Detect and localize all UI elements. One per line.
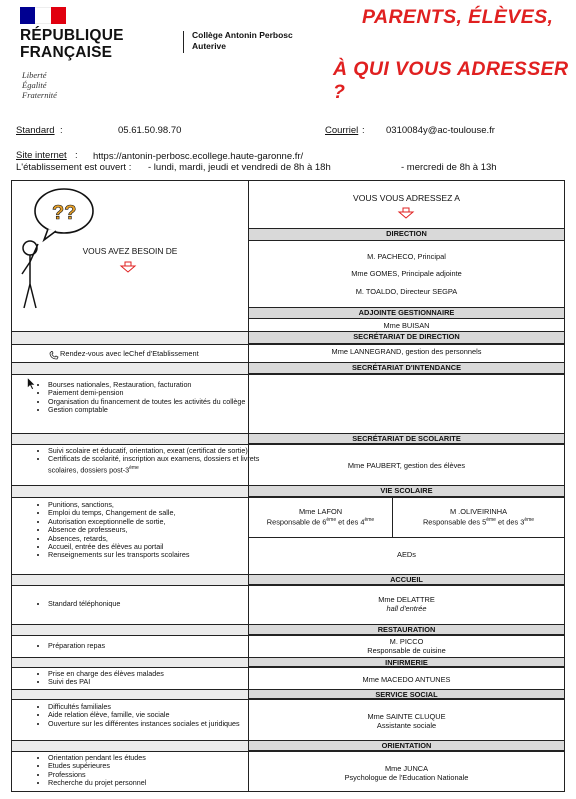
list-item: • Certificats de scolarité, inscription aux examens, dossiers et livrets scolaires, dossiers post-3ème xyxy=(48,455,263,474)
accueil-needs-list xyxy=(26,600,263,608)
row-divider xyxy=(11,585,565,586)
scolarite-contact: Mme PAUBERT, gestion des élèves xyxy=(347,461,466,470)
list-item: • Autorisation exceptionnelle de sortie, xyxy=(48,518,263,526)
list-item: • Absences, retards, xyxy=(48,535,263,543)
courriel-colon: : xyxy=(362,125,365,136)
french-flag-logo xyxy=(20,7,66,24)
accueil-contact: Mme DELATTRE xyxy=(378,595,435,604)
page-title-line2: À QUI VOUS ADRESSER ? xyxy=(333,58,569,103)
section-secr-intendance: SECRÉTARIAT D'INTENDANCE xyxy=(249,362,564,374)
orientation-role: Psychologue de l'Education Nationale xyxy=(344,773,469,782)
section-vie-scolaire: VIE SCOLAIRE xyxy=(249,485,564,497)
social-role: Assistante sociale xyxy=(376,721,437,730)
secr-direction-need: Rendez-vous avec leChef d'Etablissement xyxy=(60,349,199,358)
orientation-contact: Mme JUNCA xyxy=(384,764,429,773)
left-band xyxy=(12,657,248,667)
site-label: Site internet xyxy=(16,150,67,161)
list-item: • Suivi scolaire et éducatif, orientation, exeat (certificat de sortie) xyxy=(48,447,263,455)
list-item: • Bourses nationales, Restauration, facturation xyxy=(48,381,258,389)
section-infirmerie: INFIRMERIE xyxy=(249,657,564,667)
courriel-email[interactable]: 0310084y@ac-toulouse.fr xyxy=(386,125,495,136)
page-title-line1: PARENTS, ÉLÈVES, xyxy=(362,6,554,28)
section-accueil: ACCUEIL xyxy=(249,574,564,585)
section-restauration: RESTAURATION xyxy=(249,624,564,635)
opening-days: - lundi, mardi, jeudi et vendredi de 8h à 18h xyxy=(148,162,331,173)
cpe2-role: Responsable des 5ème et des 3ème xyxy=(422,517,535,527)
site-url[interactable]: https://antonin-perbosc.ecollege.haute-garonne.fr/ xyxy=(93,151,304,162)
list-item: • Aide relation élève, famille, vie sociale xyxy=(48,711,263,719)
infirmerie-contact: Mme MACEDO ANTUNES xyxy=(362,675,451,684)
standard-phone[interactable]: 05.61.50.98.70 xyxy=(118,125,182,136)
scolarite-needs-list xyxy=(26,447,263,475)
list-item: • Gestion comptable xyxy=(48,406,258,414)
row-divider xyxy=(11,344,565,345)
college-divider xyxy=(183,31,184,53)
svg-text:??: ?? xyxy=(52,202,77,224)
left-band xyxy=(12,740,248,751)
thinking-person-illustration xyxy=(14,184,104,314)
list-item: • Recherche du projet personnel xyxy=(48,779,263,787)
list-item: • Accueil, entrée des élèves au portail xyxy=(48,543,263,551)
college-name: Collège Antonin Perbosc xyxy=(192,30,293,40)
row-divider xyxy=(11,751,565,752)
restauration-needs-list xyxy=(26,642,263,650)
arrow-down-icon xyxy=(118,261,138,273)
list-item: • Standard téléphonique xyxy=(48,600,263,608)
row-divider xyxy=(11,635,565,636)
direction-contact-1: M. PACHECO, Principal xyxy=(367,252,446,261)
right-column-header: VOUS VOUS ADRESSEZ A xyxy=(353,193,460,203)
cpe1-role: Responsable de 6ème et des 4ème xyxy=(266,517,375,527)
list-item: • Ouverture sur les différentes instances sociales et juridiques xyxy=(48,720,263,728)
list-item: • Préparation repas xyxy=(48,642,263,650)
list-item: • Punitions, sanctions, xyxy=(48,501,263,509)
secr-direction-contact: Mme LANNEGRAND, gestion des personnels xyxy=(331,347,482,356)
section-orientation: ORIENTATION xyxy=(249,740,564,751)
list-item: • Suivi des PAI xyxy=(48,678,263,686)
social-contact: Mme SAINTE CLUQUE xyxy=(367,712,446,721)
opening-label: L'établissement est ouvert : xyxy=(16,162,132,173)
standard-label: Standard xyxy=(16,125,55,136)
motto-egalite: Égalité xyxy=(22,80,47,90)
list-item: • Renseignements sur les transports scolaires xyxy=(48,551,263,559)
left-column-header: VOUS AVEZ BESOIN DE xyxy=(82,246,178,256)
row-divider xyxy=(11,667,565,668)
phone-icon xyxy=(49,347,59,365)
section-adjointe: ADJOINTE GESTIONNAIRE xyxy=(249,307,564,319)
restauration-contact: M. PICCO xyxy=(389,637,424,646)
motto-fraternite: Fraternité xyxy=(22,90,57,100)
restauration-role: Responsable de cuisine xyxy=(367,646,446,655)
opening-wednesday: - mercredi de 8h à 13h xyxy=(401,162,497,173)
section-service-social: SERVICE SOCIAL xyxy=(249,689,564,699)
section-direction: DIRECTION xyxy=(249,228,564,241)
left-band xyxy=(12,362,248,374)
adjointe-contact: Mme BUISAN xyxy=(383,321,430,330)
accueil-place: hall d'entrée xyxy=(386,604,427,613)
aed-divider xyxy=(249,537,564,538)
row-divider xyxy=(11,497,565,498)
site-colon: : xyxy=(75,150,78,161)
courriel-label: Courriel xyxy=(325,125,359,136)
list-item: • Etudes supérieures xyxy=(48,762,263,770)
standard-colon: : xyxy=(60,125,63,136)
cpe1-name: Mme LAFON xyxy=(298,507,343,516)
college-city: Auterive xyxy=(192,41,227,51)
vie-scolaire-needs-list xyxy=(26,501,263,560)
list-item: • Paiement demi-pension xyxy=(48,389,258,397)
left-band xyxy=(12,433,248,444)
social-needs-list xyxy=(26,703,263,728)
list-item: • Orientation pendant les études xyxy=(48,754,263,762)
section-secr-scolarite: SECRÉTARIAT DE SCOLARITE xyxy=(249,433,564,444)
list-item: • Difficultés familiales xyxy=(48,703,263,711)
list-item: • Professions xyxy=(48,771,263,779)
left-band xyxy=(12,689,248,699)
list-item: • Absence de professeurs, xyxy=(48,526,263,534)
left-band xyxy=(12,331,248,344)
arrow-down-icon xyxy=(396,207,416,219)
row-divider xyxy=(11,444,565,445)
list-item: • Organisation du financement de toutes les activités du collège xyxy=(48,398,258,406)
republic-line2: FRANÇAISE xyxy=(20,44,113,61)
left-band xyxy=(12,624,248,635)
intendance-needs-list xyxy=(26,381,258,415)
row-divider xyxy=(11,374,565,375)
cpe2-name: M .OLIVEIRINHA xyxy=(449,507,508,516)
left-band xyxy=(12,574,248,585)
left-band xyxy=(12,485,248,497)
list-item: • Prise en charge des élèves malades xyxy=(48,670,263,678)
section-secr-direction: SECRÉTARIAT DE DIRECTION xyxy=(249,331,564,344)
list-item: • Emploi du temps, Changement de salle, xyxy=(48,509,263,517)
direction-contact-2: Mme GOMES, Principale adjointe xyxy=(351,269,462,278)
motto-liberte: Liberté xyxy=(22,70,47,80)
direction-contact-3: M. TOALDO, Directeur SEGPA xyxy=(355,287,458,296)
aeds-contact: AEDs xyxy=(397,550,416,559)
orientation-needs-list xyxy=(26,754,263,788)
row-divider xyxy=(11,699,565,700)
infirmerie-needs-list xyxy=(26,670,263,687)
republic-line1: RÉPUBLIQUE xyxy=(20,27,124,44)
